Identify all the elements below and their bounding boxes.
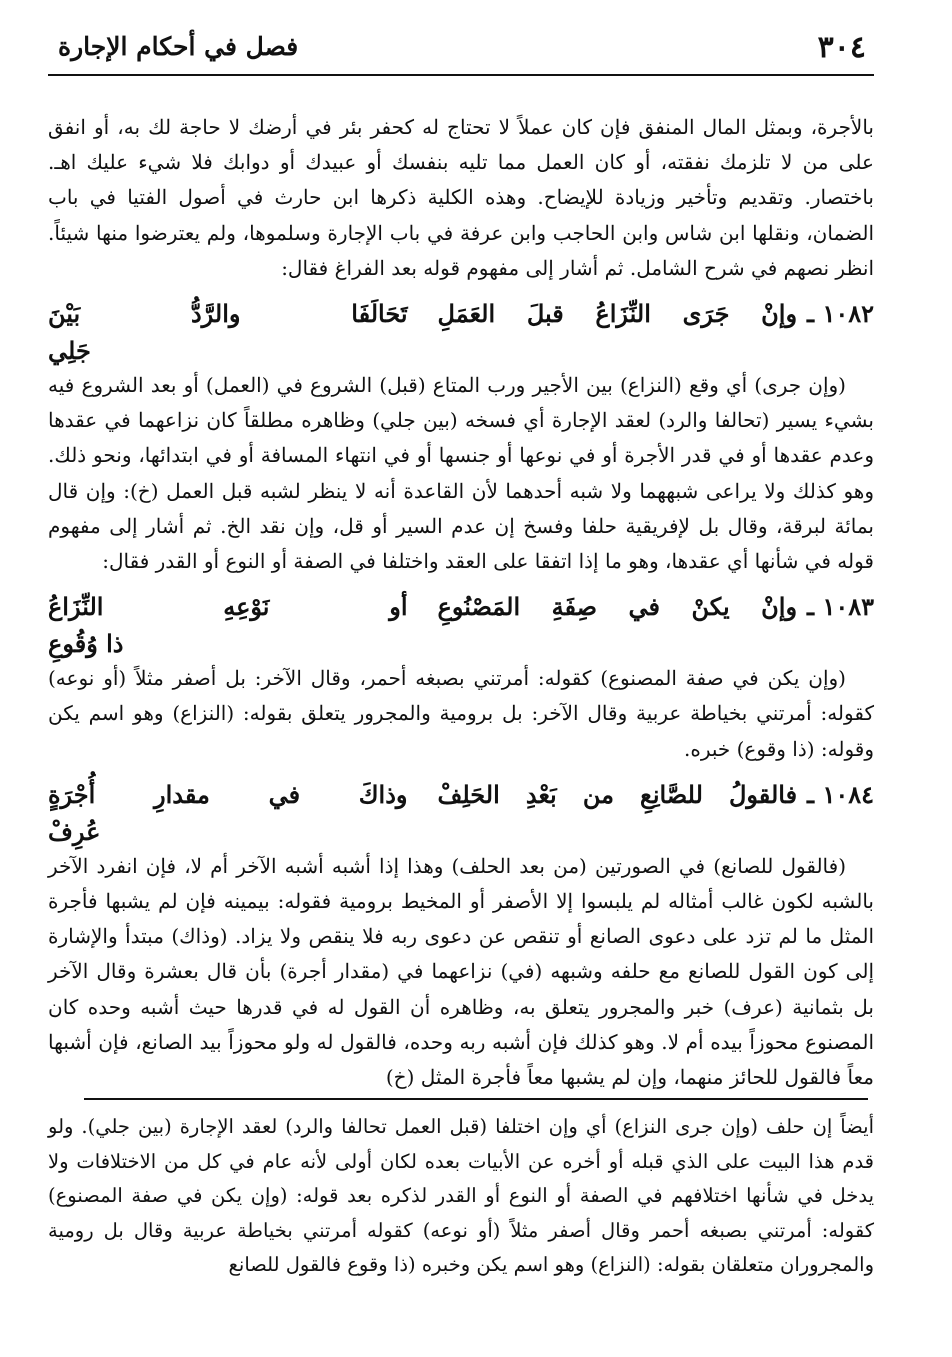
verse-rhyme-word: ذا وُقُوعِ [48,629,124,659]
running-title: فصل في أحكام الإجارة [58,32,299,61]
verse-first-hemistich: فالقولُ للصَّانِعِ من بَعْدِ الحَلِفْ [437,779,798,809]
commentary-1083: (وإن يكن في صفة المصنوع) كقوله: أمرتني بصبغه أحمر، وقال الآخر: بل أصفر مثلاً (أو نوعه) كقوله: أمرتني بخياطة عربية وقال الآخر: بل برومية والمجرور يتعلق بقوله: (النزاع) وهو اسم يكن وقوله: (ذا وقوع) خبره. [48,666,874,761]
commentary-1082: (وإن جرى) أي وقع (النزاع) بين الأجير ورب المتاع (قبل) الشروع في (العمل) أو بعد الشروع فيه بشيء يسير (تحالفا والرد) لعقد الإجارة أي فسخه (بين جلي) وظاهره مطلقاً كان نزاعهما في عقدها وعدم عقدها أو في قدر الأجرة أو في نوعها أو جنسها أو في انتهاء المسافة أو في ابتدائها، ونحو ذلك. وهو كذلك ولا يراعى شبههما ولا شبه أحدهما لأن القاعدة أنه لا ينظر لشبه قبل العمل (خ): وإن قال بمائة لبرقة، وقال بل لإفريقية حلفا وفسخ إن عدم السير أو قل، وإن نقد الخ. ثم أشار إلى مفهوم قوله في شأنها أي عقدها، وهو ما إذا اتفقا على العقد واختلفا في الصفة أو النوع أو القدر فقال: [48,373,874,574]
verse-second-hemistich: تَحَالَفَا والرَّدُّ بَيْنَ [47,299,408,329]
page-header [48,22,874,76]
verse-first-hemistich: وإنْ يكنْ في صِفَةِ المَصْنُوعِ [437,592,798,622]
verse-number: ١٠٨٣ ـ [807,592,874,622]
footnote-area [48,1110,874,1283]
verse-rhyme-word: جَلِي [48,336,91,366]
paragraph-intro: بالأجرة، وبمثل المال المنفق فإن كان عملاً لا تحتاج له كحفر بئر في أرضك لا حاجة لك به، أو انفق على من لا تلزمك نفقته، أو كان العمل مما تليه بنفسك أو عبيدك أو دوابك فلا شيء عليك اهـ. باختصار. وتقديم وتأخير وزيادة للإيضاح. وهذه الكلية ذكرها ابن حارث في أصول الفتيا في باب الضمان، ونقلها ابن شاس وابن الحاجب وابن عرفة في باب الإجارة وسلموها، ولم يعترضوا منها شيئاً. انظر نصهم في شرح الشامل. ثم أشار إلى مفهوم قوله بعد الفراغ فقال: [48,115,874,280]
verse-second-hemistich: وذاكَ في مقدارِ أُجْرَةٍ [47,779,408,809]
verse-second-hemistich: أو نَوْعِهِ النِّزَاعُ [47,592,408,622]
commentary-1084: (فالقول للصانع) في الصورتين (من بعد الحلف) وهذا إذا أشبه أشبه الآخر أم لا، فإن انفرد الآخر بالشبه لكون غالب أمثاله لم يلبسوا إلا الأصفر أو المخيط برومية فقوله: بيمينه فإن لم يشبها فأجرة المثل ما لم تزد على دعوى الصانع أو تنقص عن دعوى ربه فلا ينقص ولا يزاد. (وذاك) مبتدأ والإشارة إلى كون القول للصانع مع حلفه وشبهه (في) نزاعهما في (مقدار أجرة) بأن قال بعشرة وقال الآخر بل بثمانية (عرف) خبر والمجرور يتعلق به، وظاهره أن القول له في قدرها حيث أشبه وحده كان المصنوع محوزاً بيده أم لا. وهو كذلك فإن أشبه ربه وحده، فالقول له ولو محوزاً بيد الصانع، فإن أشبها معاً فالقول للحائز منهما، وإن لم يشبها معاً فأجرة المثل (خ) [48,853,875,1090]
verse-rhyme-word: عُرِفْ [48,816,101,846]
footnote-divider [84,1098,868,1100]
footnote-text: أيضاً إن حلف (وإن جرى النزاع) أي وإن اختلفا (قبل العمل تحالفا والرد) لعقد الإجارة (بين جلي). ولو قدم هذا البيت على الذي قبله أو أخره عن الأبيات بعده لكان أولى لأنه عام في كل من الاختلافات ولا يدخل في شأنها اختلافهم في الصفة أو النوع أو القدر لذكره بعد قوله: (وإن يكن في صفة المصنوع) كقوله: أمرتني بصبغه أحمر وقال أصفر مثلاً (أو نوعه) كقوله أمرتني بخياطة عربية وقال بل رومية والمجروران متعلقان بقوله: (النزاع) وهو اسم يكن وخبره (ذا وقوع فالقول للصانع [48,1115,875,1277]
verse-number: ١٠٨٤ ـ [807,779,874,809]
verse-first-hemistich: وإنْ جَرَى النِّزَاعُ قبلَ العَمَلِ [437,299,798,329]
main-text [48,110,874,1095]
verse-1083 [48,587,874,627]
verse-1084 [48,775,874,815]
verse-1082 [48,294,874,334]
verse-number: ١٠٨٢ ـ [807,299,874,329]
page-number: ٣٠٤ [817,30,866,65]
